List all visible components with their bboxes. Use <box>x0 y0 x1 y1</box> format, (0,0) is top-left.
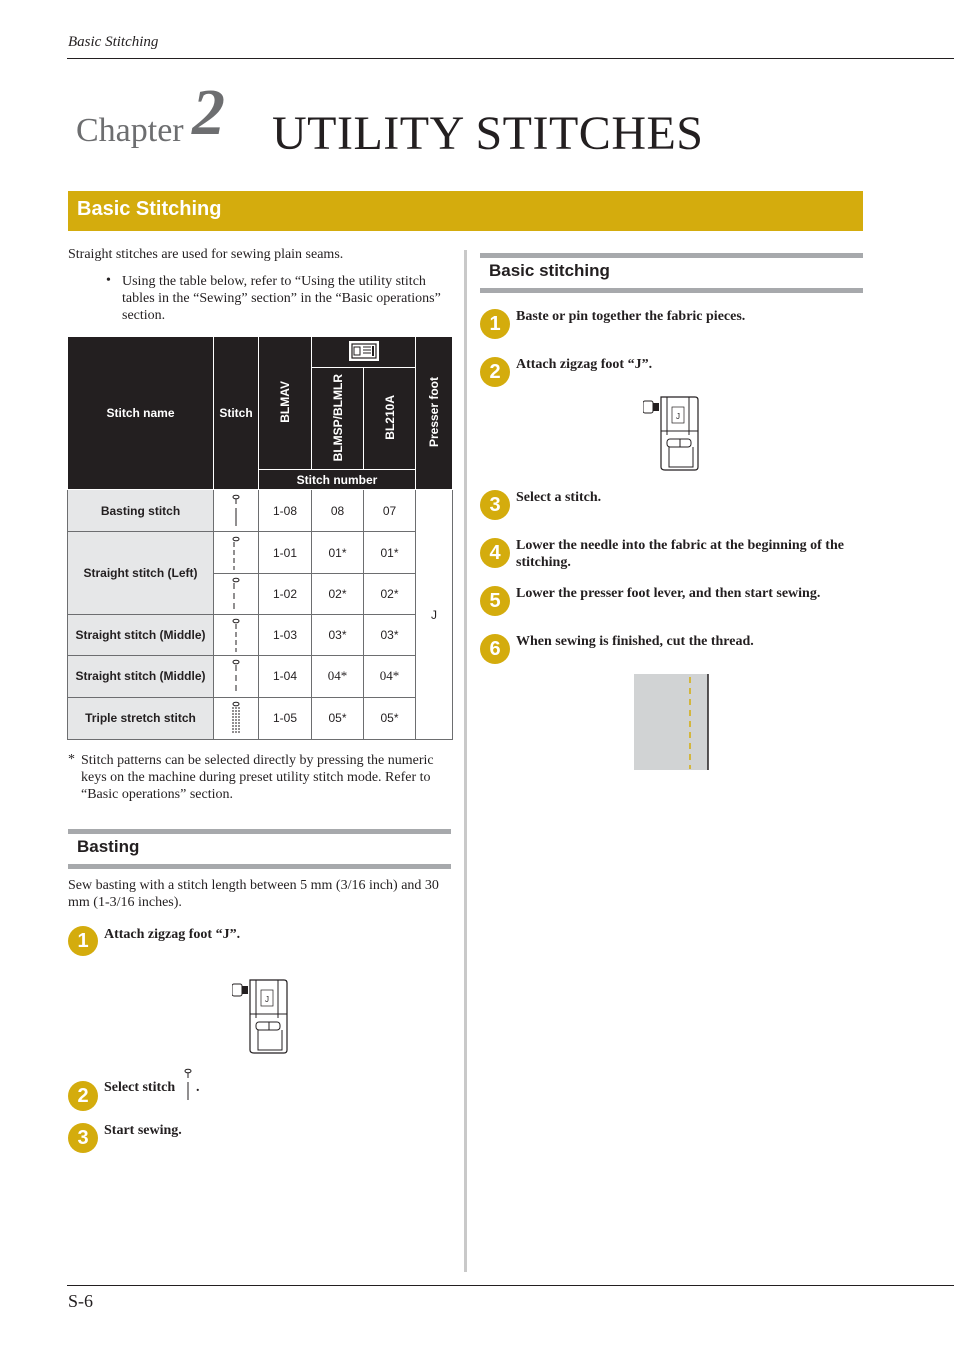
basic-stitching-header <box>480 253 863 293</box>
basic-step-text: Select a stitch. <box>516 490 602 505</box>
basic-step-text: Lower the presser foot lever, and then start sewing. <box>516 586 821 601</box>
basting-step-number: 2 <box>68 1081 98 1111</box>
intro-bullet: Using the table below, refer to “Using the utility stitch tables in the “Sewing” section” in the “Basic operations” section. <box>122 274 441 323</box>
straight-stitch-icon <box>214 655 259 697</box>
zigzag-foot-icon <box>643 395 703 476</box>
basting-step-text: Attach zigzag foot “J”. <box>104 927 241 942</box>
straight-stitch-icon <box>214 614 259 655</box>
basting-title: Basting <box>77 837 140 856</box>
basting-step-text: Start sewing. <box>104 1123 182 1138</box>
basic-step-text: Attach zigzag foot “J”. <box>516 357 653 372</box>
chapter-number: 2 <box>192 76 225 149</box>
column-divider <box>464 250 467 1272</box>
basic-step-text: When sewing is finished, cut the thread. <box>516 634 754 649</box>
basting-step-text: Select stitch <box>104 1080 176 1095</box>
cell-blmsp: 08 <box>312 490 364 532</box>
row-name: Straight stitch (Middle) <box>68 614 214 655</box>
basic-step-number: 5 <box>480 586 510 616</box>
chapter-label: Chapter <box>76 112 184 149</box>
cell-blmsp: 04* <box>312 655 364 697</box>
cell-bl210a: 05* <box>364 697 416 739</box>
basic-step-number: 4 <box>480 538 510 568</box>
cell-bl210a: 04* <box>364 655 416 697</box>
zigzag-foot-icon <box>232 978 292 1059</box>
header-presser-foot: Presser foot <box>416 337 453 490</box>
straight-stitch-icon <box>214 532 259 573</box>
basic-step-number: 6 <box>480 634 510 664</box>
header-stitch-number: Stitch number <box>259 470 416 490</box>
footnote-mark: * <box>68 752 75 767</box>
footnote-text: Stitch patterns can be selected directly by pressing the numeric keys on the machine during preset utility stitch mode. Refer to “Basic operations” section. <box>81 753 434 802</box>
basting-header <box>68 829 451 869</box>
triple-stitch-icon <box>214 697 259 739</box>
cell-blmsp: 03* <box>312 614 364 655</box>
header-bl210a: BL210A <box>364 368 416 470</box>
cell-blmav: 1-01 <box>259 532 312 573</box>
cell-bl210a: 07 <box>364 490 416 532</box>
foot-letter: J <box>676 412 680 421</box>
cell-bl210a: 02* <box>364 573 416 614</box>
cell-bl210a: 03* <box>364 614 416 655</box>
header-stitch-name: Stitch name <box>68 337 214 490</box>
straight-stitch-icon <box>183 1068 193 1107</box>
basic-step-text: Lower the needle into the fabric at the beginning of the stitching. <box>516 538 844 570</box>
header-blmav: BLMAV <box>259 337 312 470</box>
basting-step-number: 1 <box>68 926 98 956</box>
top-rule <box>67 58 954 59</box>
cell-blmav: 1-05 <box>259 697 312 739</box>
cell-bl210a: 01* <box>364 532 416 573</box>
bullet-marker: • <box>106 273 111 288</box>
chapter-title: UTILITY STITCHES <box>272 107 704 160</box>
straight-stitch-icon <box>214 573 259 614</box>
basting-step-number: 3 <box>68 1123 98 1153</box>
cell-blmsp: 05* <box>312 697 364 739</box>
cell-blmav: 1-02 <box>259 573 312 614</box>
row-name: Straight stitch (Middle) <box>68 655 214 697</box>
row-name: Straight stitch (Left) <box>68 532 214 614</box>
cell-blmav: 1-08 <box>259 490 312 532</box>
header-stitch: Stitch <box>214 337 259 490</box>
bottom-rule <box>67 1285 954 1286</box>
row-name: Triple stretch stitch <box>68 697 214 739</box>
cell-blmav: 1-03 <box>259 614 312 655</box>
running-head: Basic Stitching <box>68 34 159 50</box>
page-number: S-6 <box>68 1291 94 1311</box>
cell-blmav: 1-04 <box>259 655 312 697</box>
basic-step-number: 1 <box>480 309 510 339</box>
basic-step-text: Baste or pin together the fabric pieces. <box>516 309 746 324</box>
section-title: Basic Stitching <box>77 198 222 220</box>
cell-blmsp: 01* <box>312 532 364 573</box>
foot-letter: J <box>265 995 269 1004</box>
basic-step-number: 2 <box>480 357 510 387</box>
basting-text: Sew basting with a stitch length between 5 mm (3/16 inch) and 30 mm (1-3/16 inches). <box>68 878 439 910</box>
stitch-table <box>67 336 453 740</box>
basic-stitching-title: Basic stitching <box>489 261 610 280</box>
header-machine-group <box>312 337 416 368</box>
basting-step-suffix: . <box>196 1080 200 1095</box>
straight-stitch-icon <box>214 490 259 532</box>
header-blmsp: BLMSP/BLMLR <box>312 368 364 470</box>
section-bar <box>68 191 863 231</box>
basic-step-number: 3 <box>480 490 510 520</box>
row-name: Basting stitch <box>68 490 214 532</box>
fabric-seam-icon <box>634 673 710 776</box>
sewing-machine-icon <box>348 340 380 362</box>
intro-text: Straight stitches are used for sewing plain seams. <box>68 247 344 262</box>
cell-blmsp: 02* <box>312 573 364 614</box>
cell-presser-foot: J <box>416 490 453 740</box>
